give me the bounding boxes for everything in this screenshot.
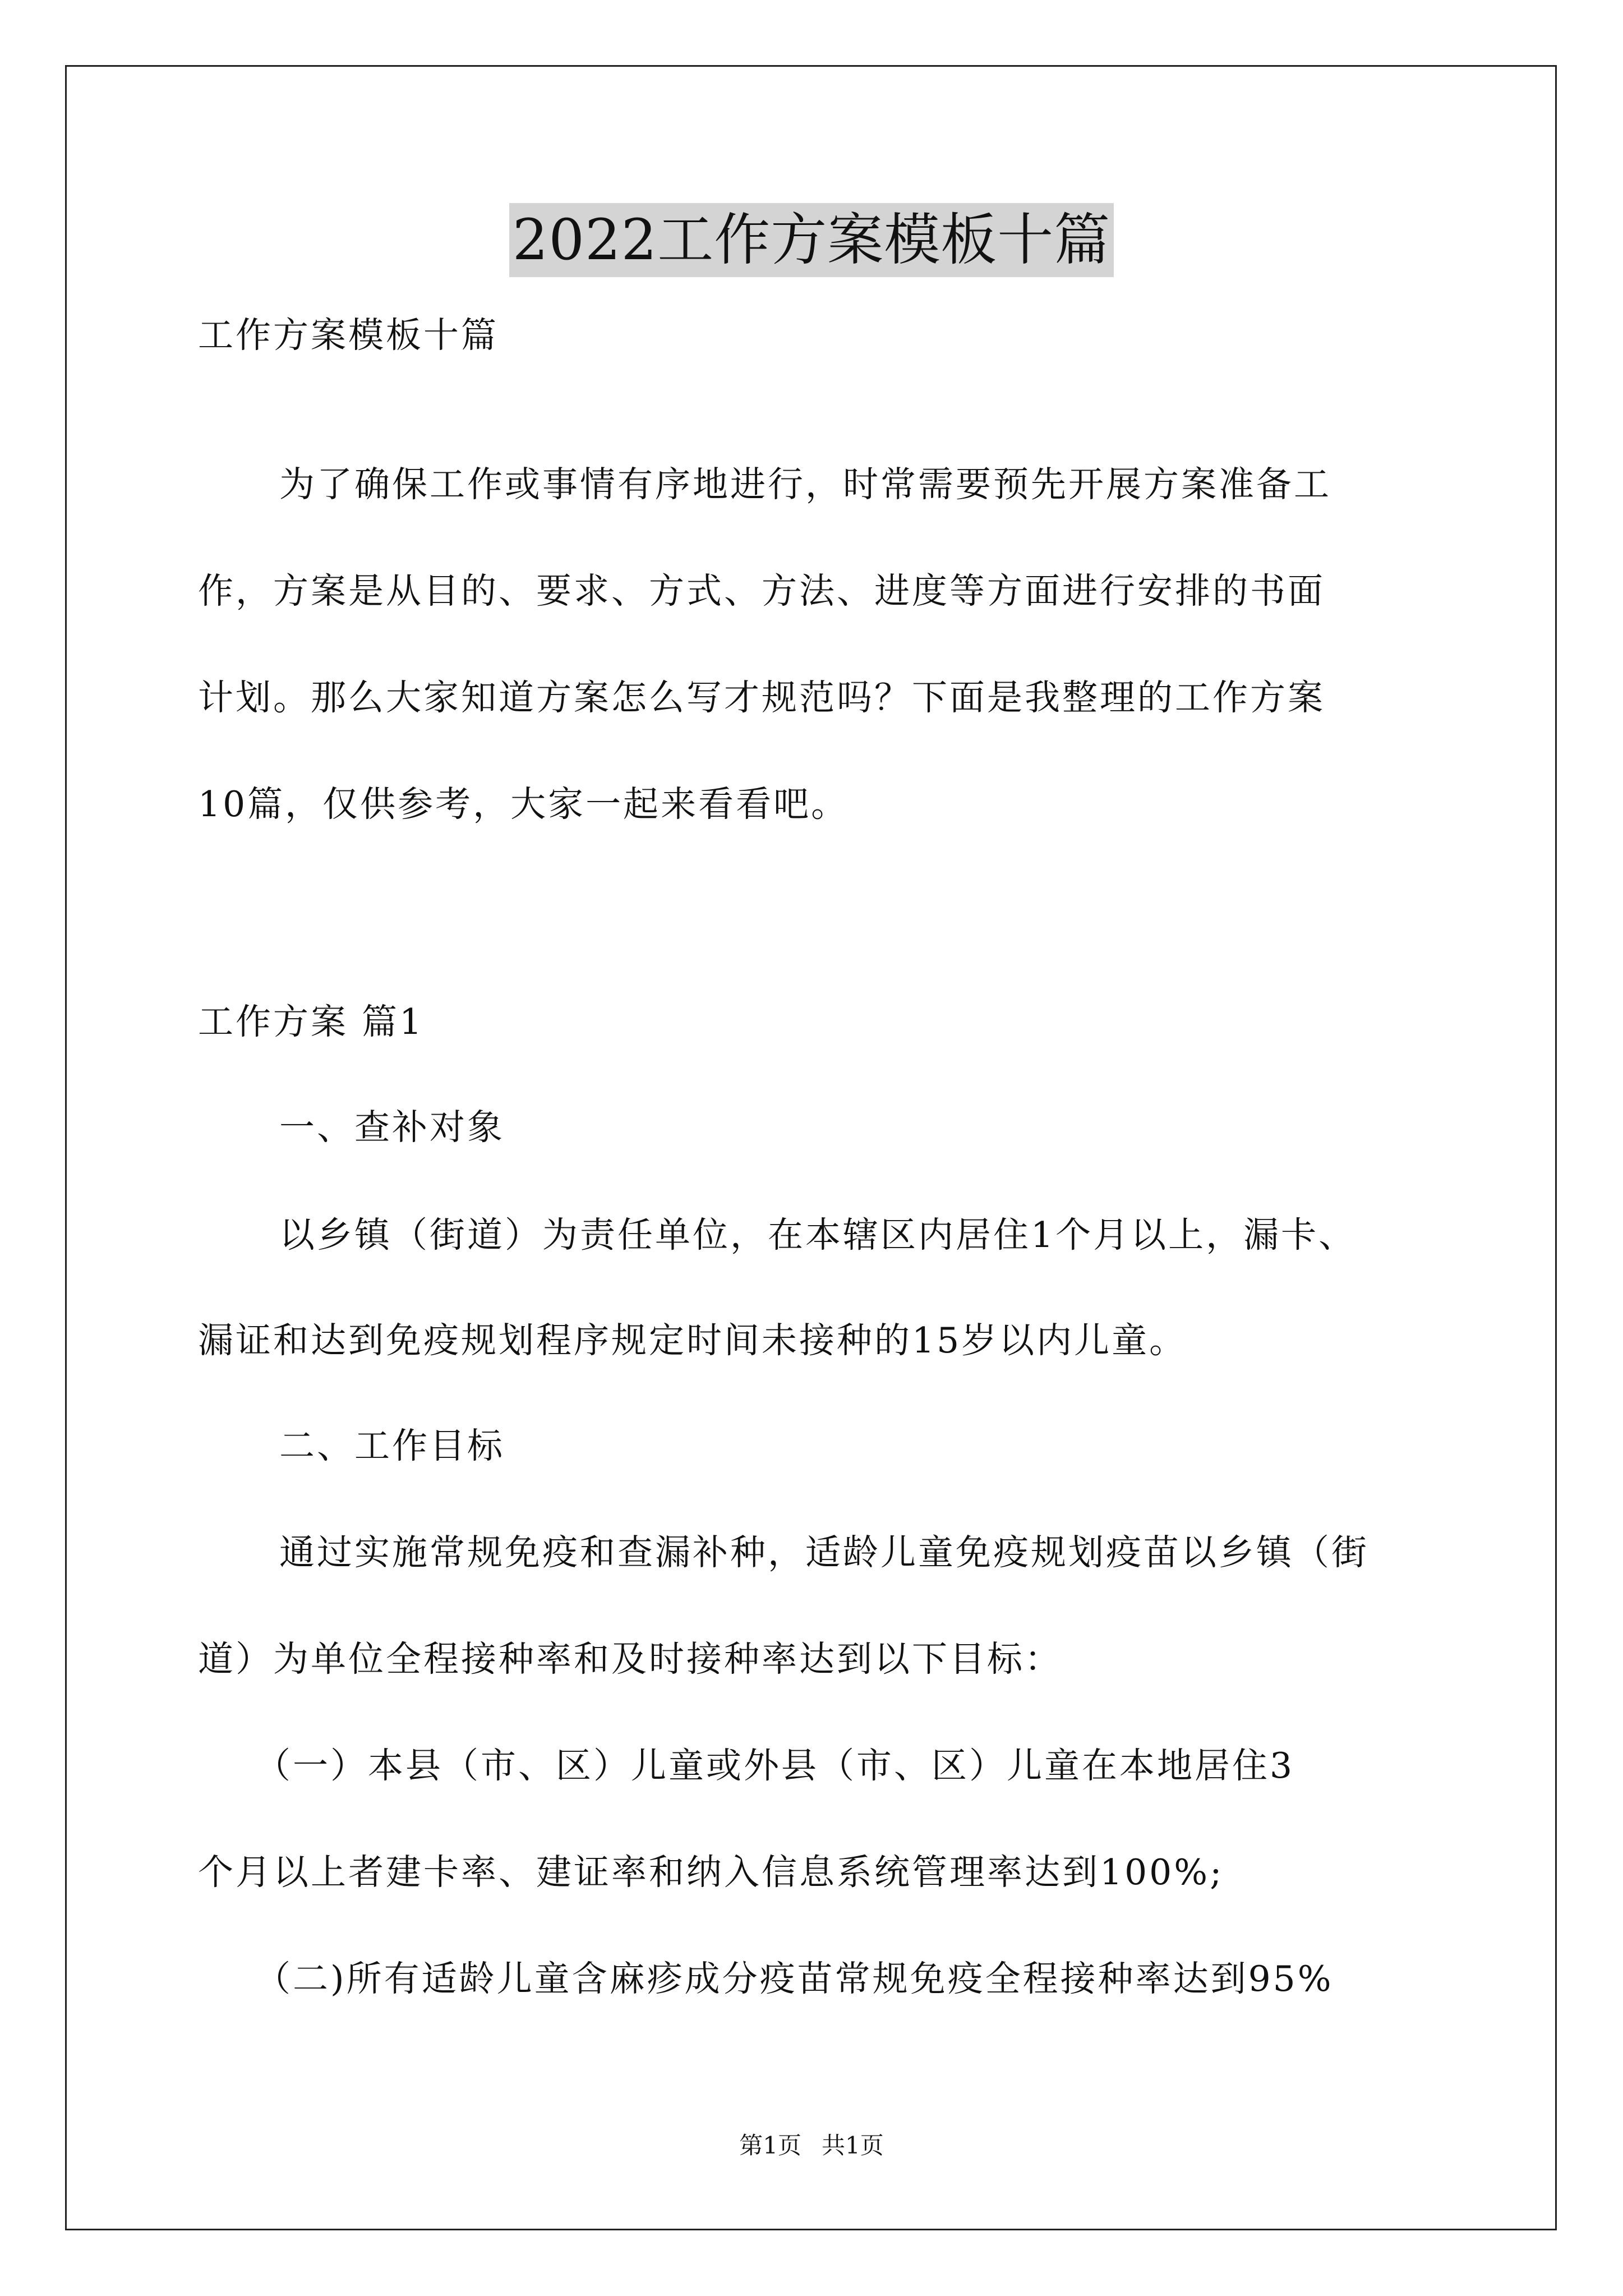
item1-heading: 一、查补对象 [279,1107,505,1148]
subtitle: 工作方案模板十篇 [198,315,499,356]
intro-line-4: 10篇，仅供参考，大家一起来看看吧。 [198,784,849,825]
item1-line-2: 漏证和达到免疫规划程序规定时间未接种的15岁以内儿童。 [198,1320,1187,1361]
item1-line-1: 以乡镇（街道）为责任单位，在本辖区内居住1个月以上，漏卡、 [279,1214,1357,1255]
intro-line-3: 计划。那么大家知道方案怎么写才规范吗？下面是我整理的工作方案 [198,677,1325,718]
page-number: 第1页 [739,2132,801,2159]
page-footer [0,2132,1623,2160]
item2-line-2: 道）为单位全程接种率和及时接种率达到以下目标： [198,1639,1062,1680]
section-heading: 工作方案 篇1 [198,1001,425,1042]
goal1-line-1: （一）本县（市、区）儿童或外县（市、区）儿童在本地居住3 [255,1745,1295,1786]
intro-line-2: 作，方案是从目的、要求、方式、方法、进度等方面进行安排的书面 [198,570,1325,611]
document-title-text: 2022工作方案模板十篇 [509,203,1114,277]
page-total: 共1页 [822,2132,884,2159]
goal2-line-1: （二)所有适龄儿童含麻疹成分疫苗常规免疫全程接种率达到95% [255,1958,1334,1999]
document-title [0,203,1623,277]
intro-line-1: 为了确保工作或事情有序地进行，时常需要预先开展方案准备工 [279,464,1331,505]
item2-line-1: 通过实施常规免疫和查漏补种，适龄儿童免疫规划疫苗以乡镇（街 [279,1532,1369,1573]
item2-heading: 二、工作目标 [279,1425,505,1466]
goal1-line-2: 个月以上者建卡率、建证率和纳入信息系统管理率达到100%; [198,1852,1224,1893]
